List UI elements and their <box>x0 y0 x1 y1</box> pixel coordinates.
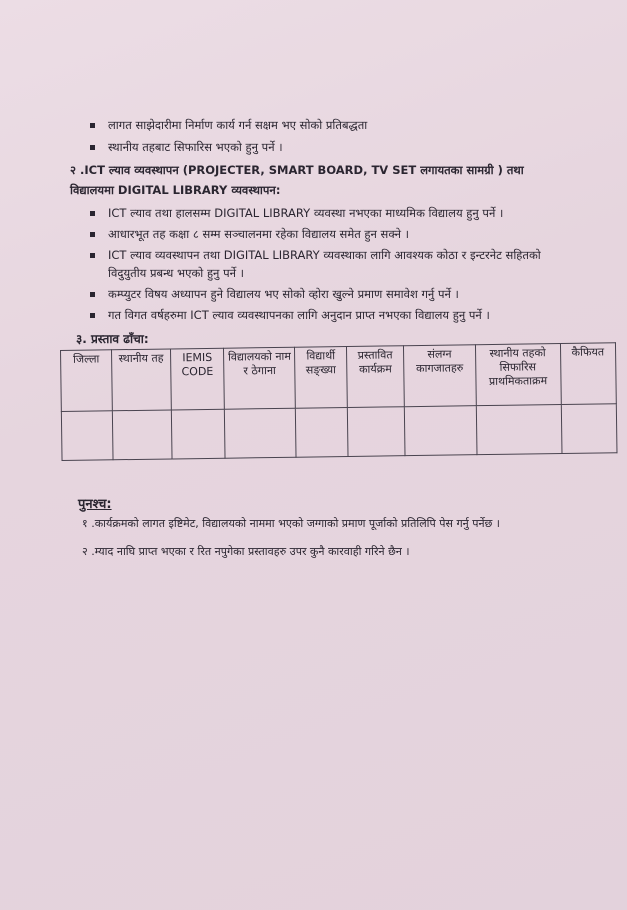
table-cell <box>61 411 113 461</box>
header-local-level: स्थानीय तह <box>112 349 172 411</box>
bullet-icon <box>90 313 95 318</box>
list-item <box>88 285 558 303</box>
table-cell <box>405 406 477 456</box>
list-item <box>88 246 558 282</box>
proposal-table <box>60 342 617 461</box>
table-cell <box>296 407 348 457</box>
bullet-text: ICT ल्याव तथा हालसम्म DIGITAL LIBRARY व्यवस्था नभएका माध्यमिक विद्यालय हुनु पर्ने । <box>108 206 504 220</box>
notes-title: पुनश्च: <box>78 497 112 512</box>
bullet-icon <box>90 145 95 150</box>
header-district: जिल्ला <box>61 350 113 412</box>
header-remarks: कैफियत <box>560 343 616 405</box>
list-item <box>88 116 558 134</box>
bullet-text: लागत साझेदारीमा निर्माण कार्य गर्न सक्षम भए सोको प्रतिबद्धता <box>108 118 368 132</box>
bullet-text: स्थानीय तहबाट सिफारिस भएको हुनु पर्ने । <box>108 140 283 154</box>
bullet-text: गत विगत वर्षहरुमा ICT ल्याव व्यवस्थापनका लागि अनुदान प्राप्त नभएका विद्यालय हुनु पर्ने । <box>108 308 490 322</box>
list-item <box>88 306 558 324</box>
header-proposed-program: प्रस्तावित कार्यक्रम <box>346 346 404 408</box>
header-school-name-address: विद्यालयको नाम र ठेगाना <box>224 347 296 409</box>
bullet-icon <box>90 292 95 297</box>
top-bullet-list <box>88 116 558 160</box>
table-cell <box>476 405 562 455</box>
header-recommendation-priority: स्थानीय तहको सिफारिस प्राथमिकताक्रम <box>475 344 561 406</box>
table-cell <box>225 408 297 458</box>
proposal-table-title: ३. प्रस्ताव ढाँचा: <box>76 332 149 346</box>
table-cell <box>347 407 405 457</box>
bullet-text: कम्प्युटर विषय अध्यापन हुने विद्यालय भए सोको व्होरा खुल्ने प्रमाण समावेश गर्नु पर्ने । <box>108 287 459 301</box>
bullet-icon <box>90 232 95 237</box>
list-item <box>88 225 558 243</box>
ict-section-heading: २ .ICT ल्याव व्यवस्थापन (PROJECTER, SMART BOARD, TV SET लगायतका सामग्री ) तथा विद्यालयमा DIGITAL LIBRARY व्यवस्थापन: <box>70 163 524 197</box>
table-cell <box>171 409 225 459</box>
header-iemis-code: IEMIS CODE <box>170 348 224 410</box>
list-item <box>88 204 558 222</box>
bullet-icon <box>90 123 95 128</box>
list-item <box>88 138 558 156</box>
bullet-text: ICT ल्याव व्यवस्थापन तथा DIGITAL LIBRARY व्यवस्थाका लागि आवश्यक कोठा र इन्टरनेट सहितको विदुयुतीय प्रबन्ध भएको हुनु पर्ने । <box>108 248 541 280</box>
ict-bullet-list <box>88 204 558 327</box>
table-row <box>61 404 617 461</box>
bullet-text: आधारभूत तह कक्षा ८ सम्म सञ्चालनमा रहेका विद्यालय समेत हुन सक्ने । <box>108 227 410 241</box>
table-cell <box>113 410 172 460</box>
header-student-count: विद्यार्थी सङ्ख्या <box>295 347 347 409</box>
table-cell <box>561 404 617 454</box>
note-item: १ .कार्यक्रमको लागत इष्टिमेट, विद्यालयको नाममा भएको जग्गाको प्रमाण पूर्जाको प्रतिलिपि पेस गर्नु पर्नेछ । <box>82 517 500 530</box>
note-item: २ .म्याद नाघि प्राप्त भएका र रित नपुगेका प्रस्तावहरु उपर कुनै कारवाही गरिने छैन । <box>82 545 410 558</box>
bullet-icon <box>90 253 95 258</box>
header-attached-documents: संलग्न कागजातहरु <box>404 345 476 407</box>
bullet-icon <box>90 211 95 216</box>
table-header-row <box>61 343 617 412</box>
